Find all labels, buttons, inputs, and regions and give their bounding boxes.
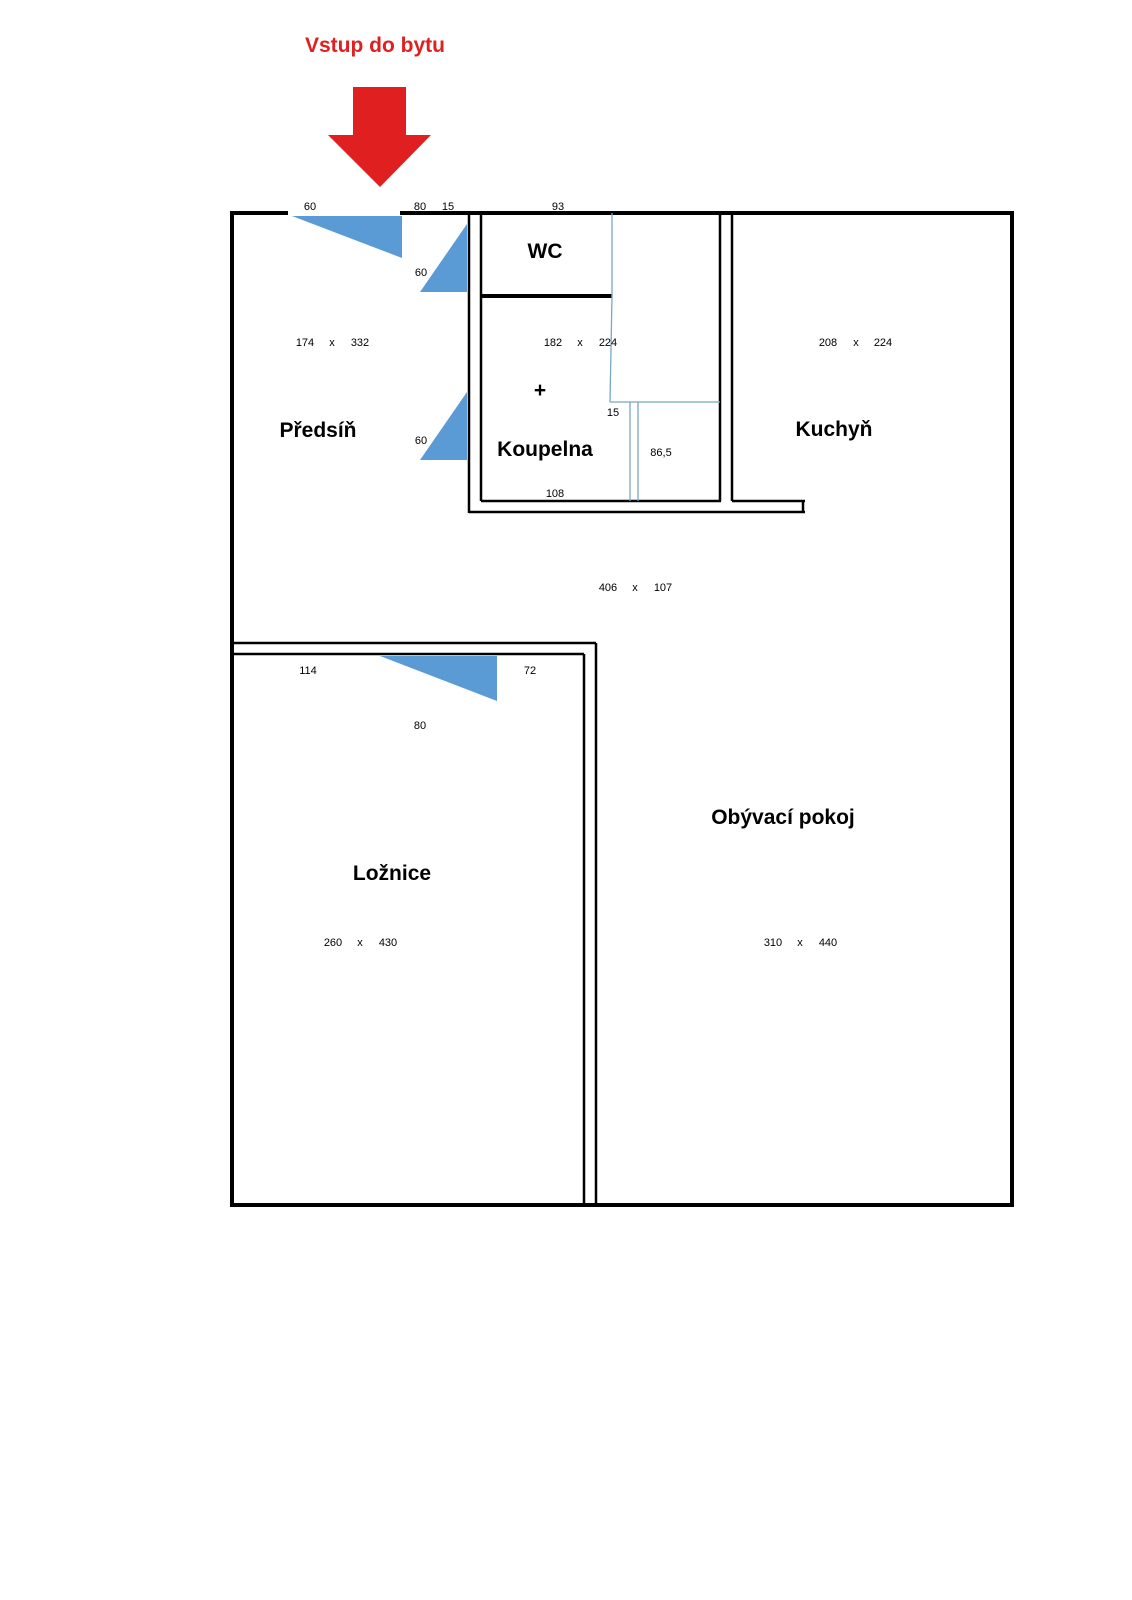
size-koupelna (544, 337, 617, 349)
dim-bath-108: 108 (545, 488, 565, 500)
svg-text:x: x (853, 337, 859, 349)
svg-text:406: 406 (598, 582, 618, 594)
svg-text:107: 107 (653, 582, 673, 594)
svg-text:182: 182 (543, 337, 563, 349)
room-name-koupelna: Koupelna (497, 438, 593, 461)
svg-text:x: x (632, 582, 638, 594)
dim-bath-86-5: 86,5 (650, 447, 672, 459)
svg-text:x: x (797, 937, 803, 949)
dim-bed-80: 80 (413, 720, 427, 732)
wc-door-icon (420, 224, 467, 292)
dim-bed-72: 72 (523, 665, 537, 677)
svg-text:x: x (577, 337, 583, 349)
svg-text:440: 440 (818, 937, 838, 949)
room-name-obyvaci-pokoj: Obývací pokoj (711, 806, 855, 829)
size-predsin (296, 337, 369, 349)
svg-text:x: x (329, 337, 335, 349)
dim-bed-114: 114 (299, 665, 317, 677)
svg-text:260: 260 (323, 937, 343, 949)
dim-bath-15: 15 (606, 407, 620, 419)
dim-top-15: 15 (441, 201, 455, 213)
dim-top-80: 80 (413, 201, 427, 213)
svg-text:430: 430 (378, 937, 398, 949)
entry-label: Vstup do bytu (305, 34, 445, 57)
svg-text:224: 224 (598, 337, 618, 349)
room-name-wc: WC (527, 240, 563, 263)
dim-top-93: 93 (551, 201, 565, 213)
room-name-predsin: Předsíň (279, 419, 357, 442)
size-kuchyn (819, 337, 892, 349)
bedroom-door-icon (380, 656, 497, 701)
svg-text:332: 332 (350, 337, 370, 349)
bathroom-block-walls (469, 213, 805, 513)
dim-bath-door-60: 60 (414, 435, 428, 447)
entry-door-icon (292, 216, 402, 258)
outer-walls (232, 211, 1014, 1207)
plus-mark: + (533, 379, 547, 402)
dim-wc-door-60: 60 (414, 267, 428, 279)
bathroom-door-icon (420, 392, 467, 460)
size-hall (599, 582, 672, 594)
dim-top-60: 60 (303, 201, 317, 213)
size-obyvaci-pokoj (764, 937, 837, 949)
room-name-kuchyn: Kuchyň (795, 418, 873, 441)
entry-arrow-icon (328, 87, 431, 187)
size-loznice (324, 937, 397, 949)
svg-text:x: x (357, 937, 363, 949)
svg-text:208: 208 (818, 337, 838, 349)
svg-text:174: 174 (295, 337, 315, 349)
svg-text:224: 224 (873, 337, 893, 349)
room-name-loznice: Ložnice (352, 862, 432, 885)
svg-text:310: 310 (763, 937, 783, 949)
